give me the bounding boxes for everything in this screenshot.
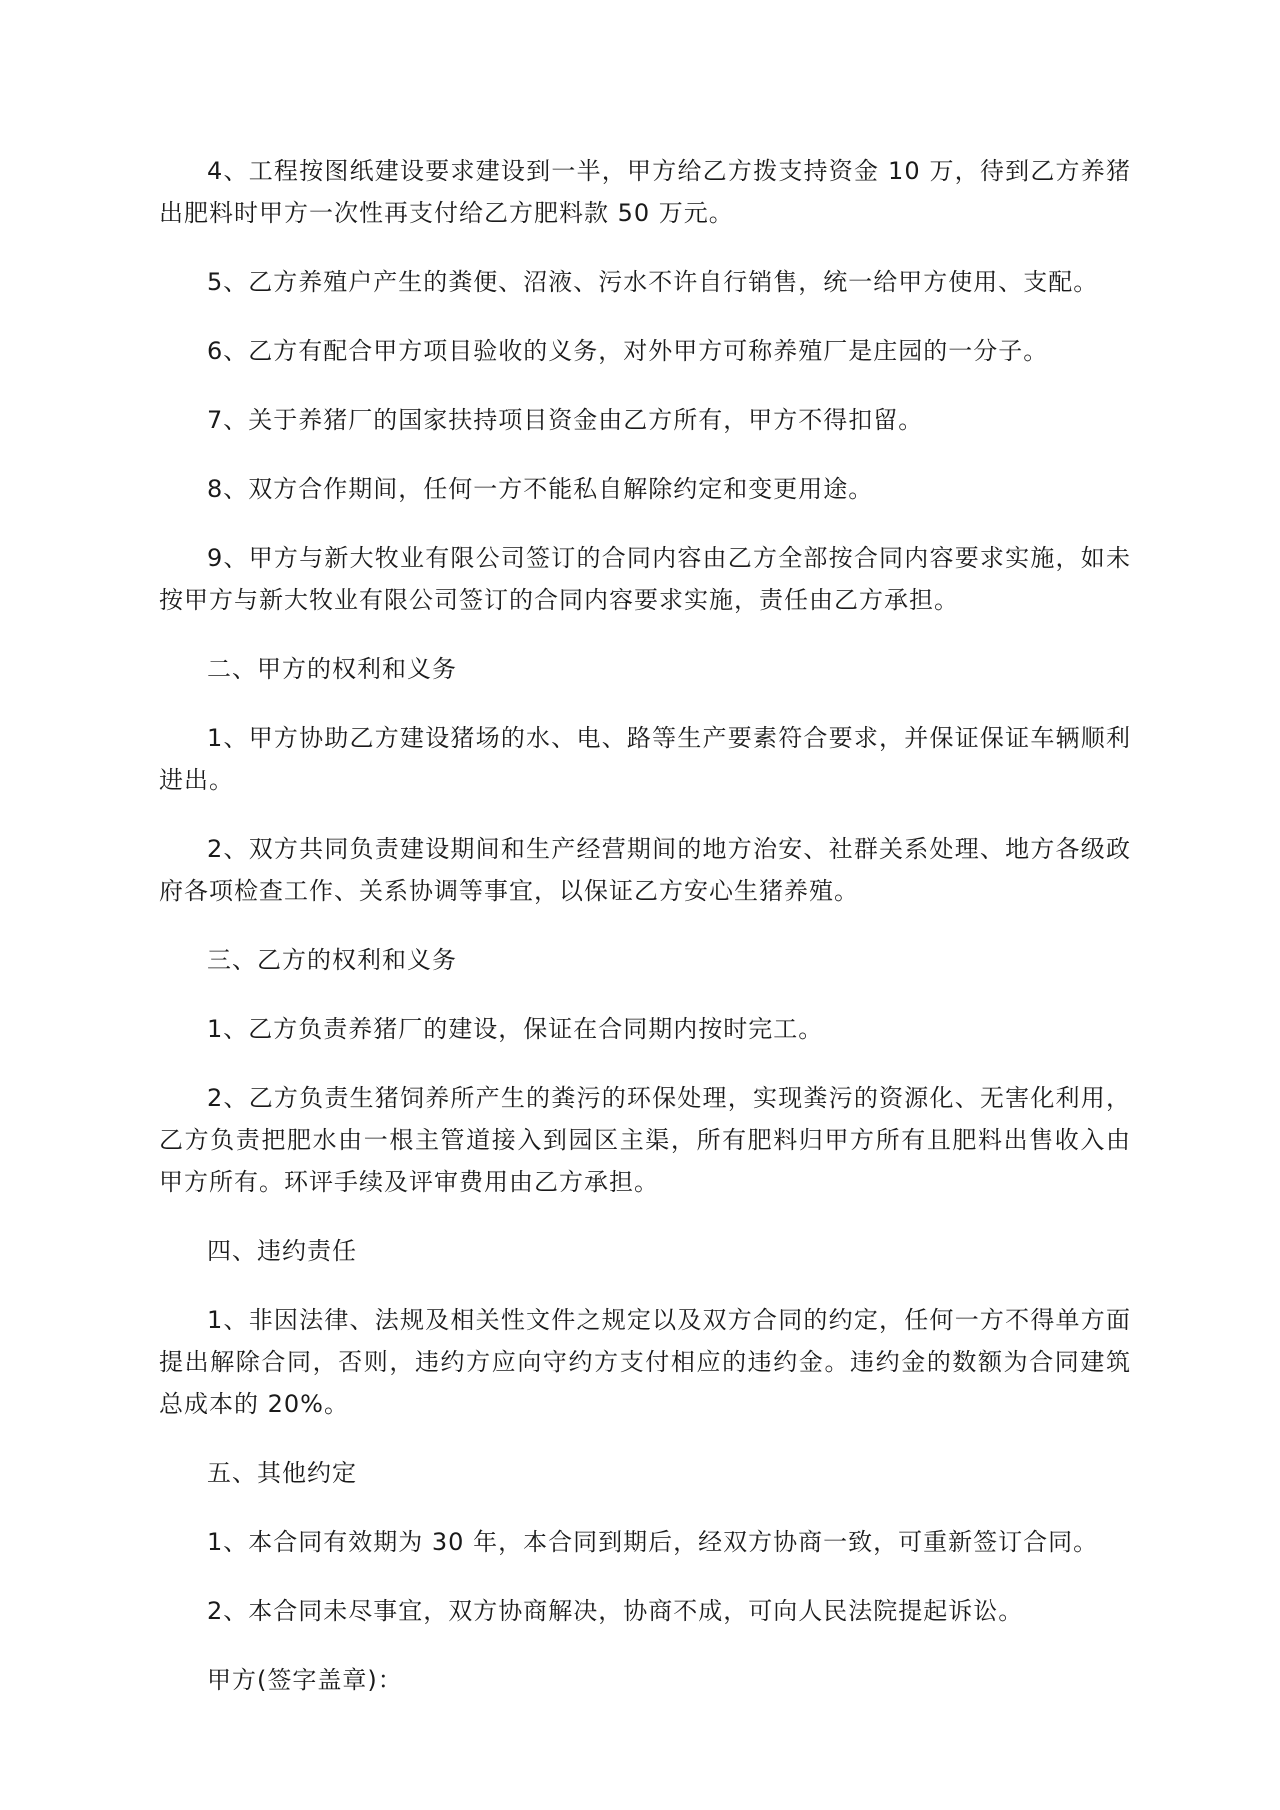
clause-9: 9、甲方与新大牧业有限公司签订的合同内容由乙方全部按合同内容要求实施，如未按甲方与新大牧业有限公司签订的合同内容要求实施，责任由乙方承担。	[159, 544, 1131, 614]
section-4-heading: 四、违约责任	[207, 1237, 357, 1265]
section-4-item-1: 1、非因法律、法规及相关性文件之规定以及双方合同的约定，任何一方不得单方面提出解除合同，否则，违约方应向守约方支付相应的违约金。违约金的数额为合同建筑总成本的 20%。	[159, 1306, 1131, 1418]
section-3-item-1: 1、乙方负责养猪厂的建设，保证在合同期内按时完工。	[207, 1015, 824, 1043]
signature-party-a: 甲方(签字盖章)：	[207, 1666, 403, 1694]
clause-4: 4、工程按图纸建设要求建设到一半，甲方给乙方拨支持资金 10 万，待到乙方养猪出肥料时甲方一次性再支付给乙方肥料款 50 万元。	[159, 157, 1131, 227]
document-body	[159, 150, 1131, 1728]
section-2-item-1: 1、甲方协助乙方建设猪场的水、电、路等生产要素符合要求，并保证保证车辆顺利进出。	[159, 724, 1131, 794]
section-5-item-2: 2、本合同未尽事宜，双方协商解决，协商不成，可向人民法院提起诉讼。	[207, 1597, 1024, 1625]
section-5-item-1: 1、本合同有效期为 30 年，本合同到期后，经双方协商一致，可重新签订合同。	[207, 1528, 1099, 1556]
clause-7: 7、关于养猪厂的国家扶持项目资金由乙方所有，甲方不得扣留。	[207, 406, 924, 434]
section-2-heading: 二、甲方的权利和义务	[207, 655, 457, 683]
section-3-heading: 三、乙方的权利和义务	[207, 946, 457, 974]
section-2-item-2: 2、双方共同负责建设期间和生产经营期间的地方治安、社群关系处理、地方各级政府各项检查工作、关系协调等事宜，以保证乙方安心生猪养殖。	[159, 835, 1131, 905]
section-3-item-2: 2、乙方负责生猪饲养所产生的粪污的环保处理，实现粪污的资源化、无害化利用，乙方负责把肥水由一根主管道接入到园区主渠，所有肥料归甲方所有且肥料出售收入由甲方所有。环评手续及评审费用由乙方承担。	[159, 1084, 1131, 1196]
section-5-heading: 五、其他约定	[207, 1459, 357, 1487]
clause-8: 8、双方合作期间，任何一方不能私自解除约定和变更用途。	[207, 475, 874, 503]
clause-6: 6、乙方有配合甲方项目验收的义务，对外甲方可称养殖厂是庄园的一分子。	[207, 337, 1049, 365]
clause-5: 5、乙方养殖户产生的粪便、沼液、污水不许自行销售，统一给甲方使用、支配。	[207, 268, 1099, 296]
